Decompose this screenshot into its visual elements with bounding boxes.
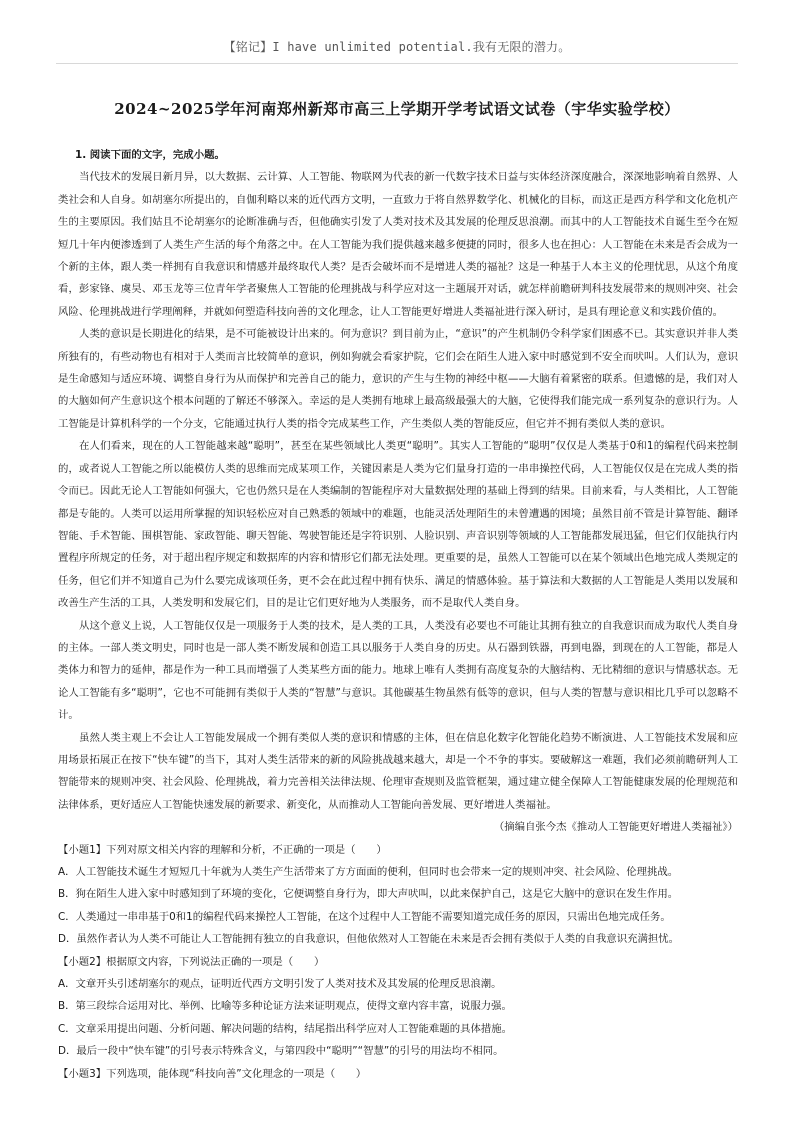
passage-paragraph-3: 在人们看来，现在的人工智能越来越“聪明”，甚至在某些领域比人类更“聪明”。其实人工智能的“聪明”仅仅是人类基于0和1的编程代码来控制的，或者说人工智能之所以能模仿人类的思维而完成某项工作，关键因素是人类为它们量身打造的一串串操控代码，人工智能仅仅是在完成人类的指令而已。因此无论人工智能如何强大，它也仍然只是在人类编制的智能程序对大量数据处理的基础上得到的结果。目前来看，与人类相比，人工智能都是专能的。人类可以运用所掌握的知识轻松应对自己熟悉的领域中的难题，也能灵活处理陌生的未曾遭遇的困境；虽然目前不管是计算智能、翻译智能、手术智能、围棋智能、家政智能、聊天智能、驾驶智能还是字符识别、人脸识别、声音识别等领域的人工智能都发展迅猛，但它们仅能执行内置程序所规定的任务，对于超出程序规定和数据库的内容和情形它们都无法处理。更重要的是，虽然人工智能可以在某个领域出色地完成人类规定的任务，但它们并不知道自己为什么要完成该项任务，更不会在此过程中拥有快乐、满足的情感体验。基于算法和大数据的人工智能是人类用以发展和改善生产生活的工具，人类发明和发展它们，目的是让它们更好地为人类服务，而不是取代人类自身。: [58, 440, 738, 610]
subquestion-2-stem: 【小题2】根据原文内容，下列说法正确的一项是（ ）: [58, 955, 325, 968]
passage-paragraph-1: 当代技术的发展日新月异，以大数据、云计算、人工智能、物联网为代表的新一代数字技术日益与实体经济深度融合，深深地影响着自然界、人类社会和人自身。如胡塞尔所提出的，自伽利略以来的近代西方文明，一直致力于将自然界数学化、机械化的目标，而这正是西方科学和文化危机产生的主要原因。我们姑且不论胡塞尔的论断准确与否，但他确实引发了人类对技术及其发展的伦理反思浪潮。而其中的人工智能技术自诞生至今在短短几十年内便渗透到了人类生产生活的每个角落之中。在人工智能为我们提供越来越多便捷的同时，很多人也在担心：人工智能在未来是否会成为一个新的主体，跟人类一样拥有自我意识和情感并最终取代人类？是否会破坏而不是增进人类的福祉？这是一种基于人本主义的伦理忧思，从这个角度看，彭家锋、虞昊、邓玉龙等三位青年学者聚焦人工智能的伦理挑战与科学应对这一主题展开对话，就怎样前瞻研判科技发展带来的规则冲突、社会风险、伦理挑战进行学理阐释，并就如何塑造科技向善的文化理念，让人工智能更好增进人类福祉进行深入研讨，是具有理论意义和实践价值的。: [58, 171, 738, 318]
exam-title: 2024~2025学年河南郑州新郑市高三上学期开学考试语文试卷（宇华实验学校）: [114, 100, 680, 118]
subquestion-1-option-a: A．人工智能技术诞生才短短几十年就为人类生产生活带来了方方面面的便利，但同时也会带来一定的规则冲突、社会风险、伦理挑战。: [58, 866, 679, 878]
question-heading: 1. 阅读下面的文字，完成小题。: [75, 149, 225, 161]
passage-paragraph-2: 人类的意识是长期进化的结果，是不可能被设计出来的。何为意识？到目前为止，“意识”的产生机制仍令科学家们困惑不已。其实意识并非人类所独有的，有些动物也有相对于人类而言比较简单的意识，例如狗就会看家护院，它们会在陌生人进入家中时感觉到不安全而吠叫。人们认为，意识是生命感知与适应环境、调整自身行为从而保护和完善自己的能力，意识的产生与生物的神经中枢——大脑有着紧密的联系。但遗憾的是，我们对人的大脑如何产生意识这个根本问题的了解还不够深入。幸运的是人类拥有地球上最高级最强大的大脑，它使得我们能完成一系列复杂的意识行为。人工智能是计算机科学的一个分支，它能通过执行人类的指令完成某些工作，产生类似人类的智能反应，但它并不拥有类似人类的意识。: [58, 328, 738, 430]
subquestion-3-stem: 【小题3】下列选项，能体现“科技向善”文化理念的一项是（ ）: [58, 1067, 367, 1080]
passage-source: （摘编自张今杰《推动人工智能更好增进人类福祉》）: [493, 821, 738, 834]
subquestion-1-option-d: D．虽然作者认为人类不可能让人工智能拥有独立的自我意识，但他依然对人工智能在未来是否会拥有类似于人类的自我意识充满担忧。: [58, 933, 680, 946]
page-header: 【铭记】I have unlimited potential.我有无限的潜力。: [223, 40, 571, 54]
passage-paragraph-5: 虽然人类主观上不会让人工智能发展成一个拥有类似人类的意识和情感的主体，但在信息化数字化智能化趋势不断演进、人工智能技术发展和应用场景拓展正在按下“快车键”的当下，其对人类生活带来的新的风险挑战越来越大，却是一个不争的事实。要破解这一难题，我们必须前瞻研判人工智能带来的规则冲突、社会风险、伦理挑战，着力完善相关法律法规、伦理审查规则及监管框架，通过建立健全保障人工智能健康发展的伦理规范和法律体系，更好适应人工智能快速发展的新要求、新变化，从而推动人工智能向善发展、更好增进人类福祉。: [58, 731, 738, 811]
subquestion-2-option-a: A．文章开头引述胡塞尔的观点，证明近代西方文明引发了人类对技术及其发展的伦理反思浪潮。: [58, 978, 502, 991]
question-block: [58, 144, 738, 1085]
subquestion-2-option-d: D．最后一段中“快车键”的引号表示特殊含义，与第四段中“聪明”“智慧”的引号的用法均不相同。: [58, 1045, 504, 1058]
header-divider: [56, 63, 738, 64]
subquestion-1-option-b: B．狗在陌生人进入家中时感知到了环境的变化，它便调整自身行为，即大声吠叫，以此来保护自己，这是它大脑中的意识在发生作用。: [58, 888, 679, 901]
subquestion-1-stem: 【小题1】下列对原文相关内容的理解和分析，不正确的一项是（ ）: [58, 843, 387, 856]
passage-paragraph-4: 从这个意义上说，人工智能仅仅是一项服务于人类的技术，是人类的工具，人类没有必要也不可能让其拥有独立的自我意识而成为取代人类自身的主体。一部人类文明史，同时也是一部人类不断发展和创造工具以服务于人类自身的历史。从石器到铁器，再到电器，到现在的人工智能，都是人类体力和智力的延伸，都是作为一种工具而增强了人类某些方面的能力。地球上唯有人类拥有高度复杂的大脑结构、无比精细的意识与情感状态。无论人工智能有多“聪明”，它也不可能拥有类似于人类的“智慧”与意识。其他碳基生物虽然有低等的意识，但与人类的智慧与意识相比几乎可以忽略不计。: [58, 619, 738, 722]
subquestion-1-option-c: C．人类通过一串串基于0和1的编程代码来操控人工智能，在这个过程中人工智能不需要知道完成任务的原因，只需出色地完成任务。: [58, 910, 671, 923]
subquestion-2-option-b: B．第三段综合运用对比、举例、比喻等多种论证方法来证明观点，使得文章内容丰富，说服力强。: [58, 1000, 512, 1013]
subquestion-2-option-c: C．文章采用提出问题、分析问题、解决问题的结构，结尾指出科学应对人工智能难题的具体措施。: [58, 1022, 513, 1035]
